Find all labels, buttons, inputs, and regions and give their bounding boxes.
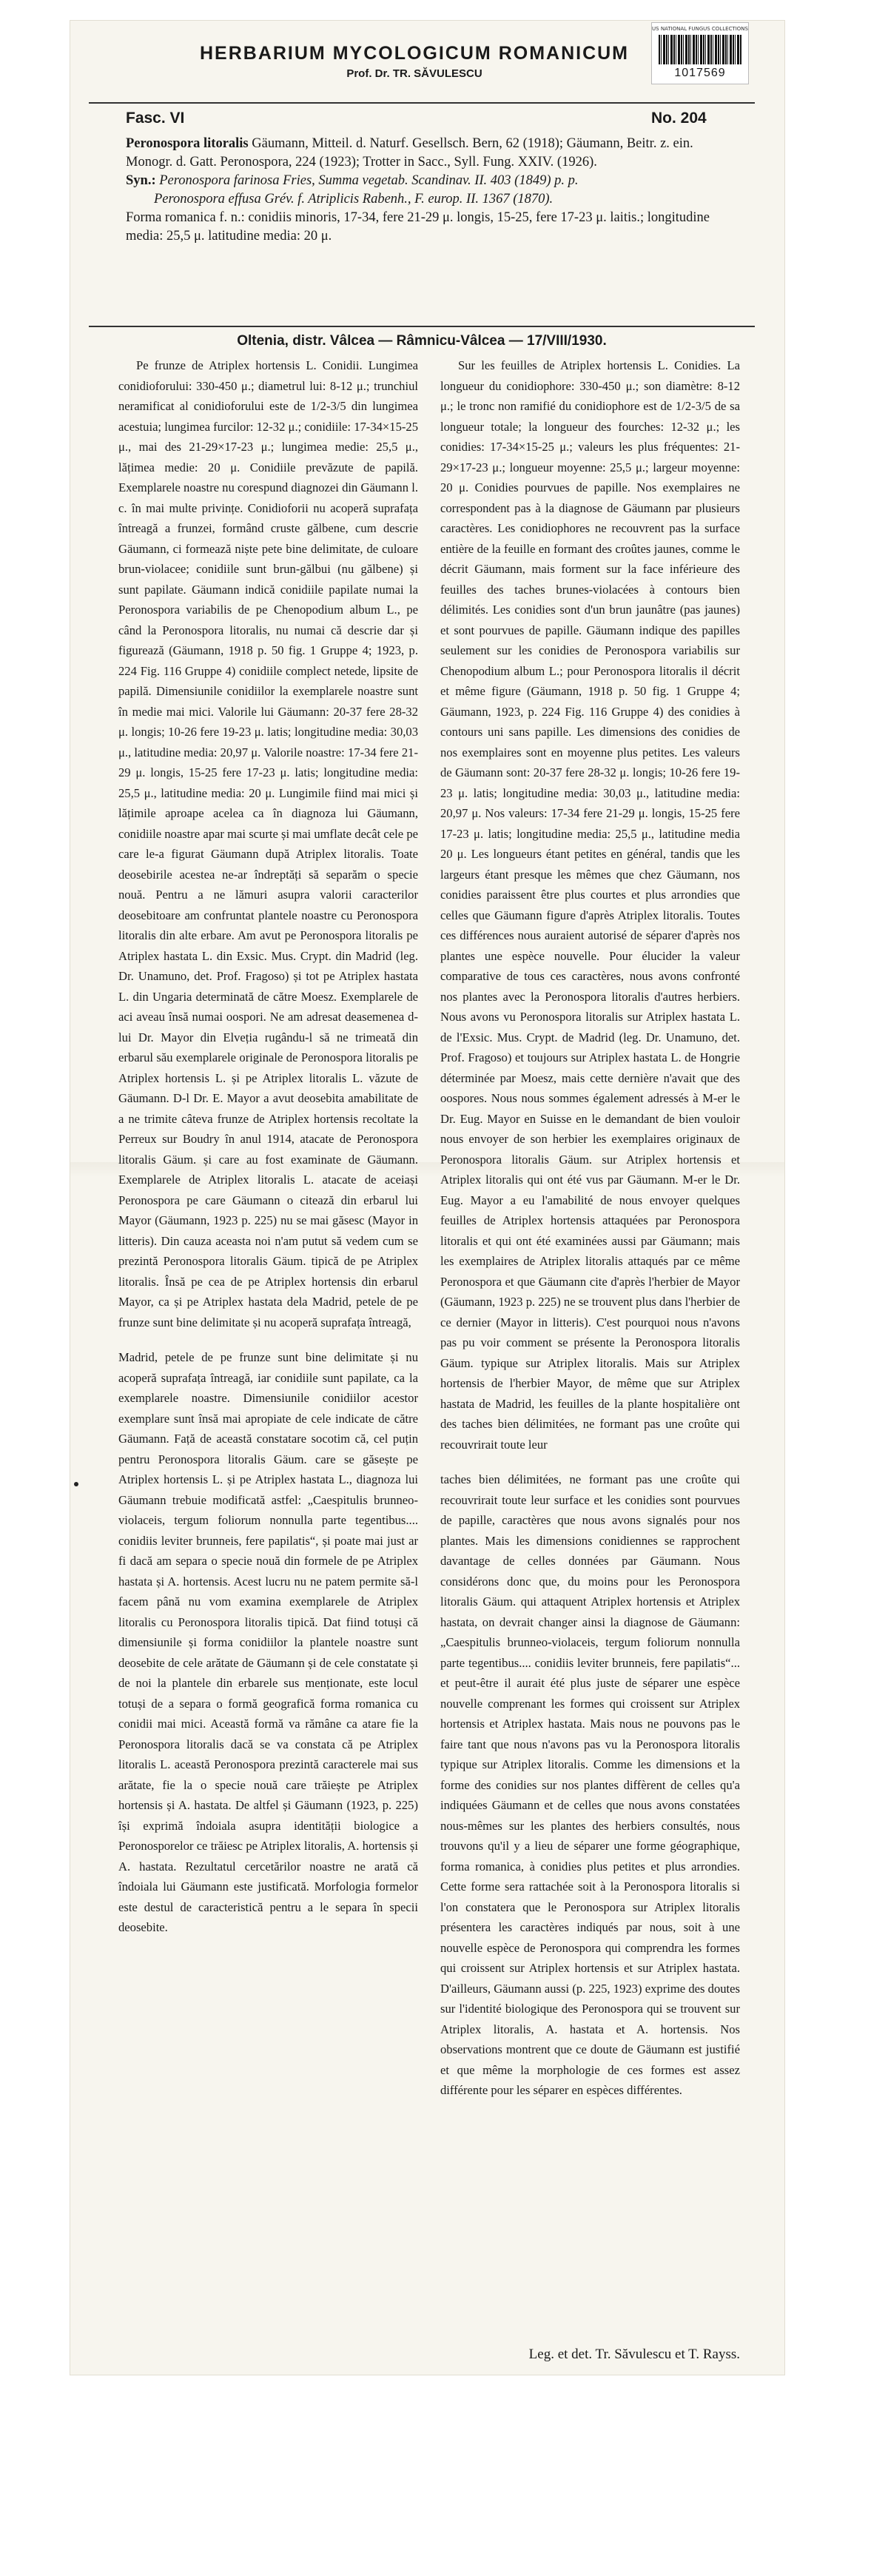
species-citation: Gäumann, Mitteil. d. Naturf. Gesellsch. Bern, 62 (1918); Gäumann, Beitr. z. ein. Monogr. d. Gatt. Peronospora, 224 (1923); Trotter in Sacc., Syll. Fung. XXIV. (1926). — [126, 136, 693, 170]
label-header — [89, 43, 740, 80]
synonym-line-1 — [126, 172, 733, 190]
forma-line — [126, 209, 733, 246]
herbarium-editor: Prof. Dr. TR. SĂVULESCU — [346, 67, 482, 80]
synonym-2: Peronospora effusa Grév. f. Atriplicis Rabenh., F. europ. II. 1367 (1870). — [154, 192, 554, 207]
french-paragraph: Sur les feuilles de Atriplex hortensis L. Conidies. La longueur du conidiophore: 330-450 μ.; son diamètre: 8-12 μ.; le tronc non ramifié du conidiophore est de 1/2-3/5 de sa longueur totale; la longueur des fourches: 12-32 μ.; les conidies: 17-34×15-25 μ.; valeurs les plus fréquentes: 21-29×17-23 μ.; longueur moyenne: 25,5 μ.; largeur moyenne: 20 μ. Conidies pourvues de papille. Nos exemplaires ne correspondent pas à la diagnose de Gäumann par plusieurs caractères. Les conidiophores ne recouvrent pas la surface entière de la feuille en formant des croûtes jaunes, comme le décrit Gäumann, mais forment sur la face inférieure des feuilles des taches brunes-violacées à contours bien délimités. Les conidies sont d'un brun jaunâtre (pas jaunes) et sont pourvues de papille. Gäumann indique des papilles seulement sur les conidies de Peronospora variabilis sur Chenopodium album L.; pour Peronospora litoralis il décrit et même figure (Gäumann, 1918 p. 50 fig. 1 Gruppe 4; Gäumann, 1923, p. 224 Fig. 116 Gruppe 4) des conidies à contours uni sans papille. Les dimensions des conidies de nos exemplaires sont en moyenne plus petites. Les valeurs de Gäumann sont: 20-37 fere 28-32 μ. longis; 10-26 fere 19-23 μ. latis; longitudine media: 30,03 μ., latitudine media: 20,97 μ. Nos valeurs: 17-34 fere 21-29 μ. longis, 15-25 fere 17-23 μ. latis; longitudine media: 25,5 μ., latitudine media 20 μ. Les longueurs étant petites en général, tandis que les largeurs étant presque les mêmes que chez Gäumann, nos conidies paraissent être plus courtes et plus arrondies que celles que Gäumann figure d'après Atriplex litoralis. Toutes ces différences nous auraient autorisé de séparer d'après nos plantes une espèce nouvelle. Pour élucider la valeur comparative de tous ces caractères, nous avons confronté nos plantes avec la Peronospora litoralis d'autres herbiers. Nous avons vu Peronospora litoralis sur Atriplex hastata L. de l'Exsic. Mus. Crypt. de Madrid (leg. Dr. Unamuno, det. Prof. Fragoso) et toujours sur Atriplex hastata L. de Hongrie déterminée par Moesz, mais cette dernière n'avait que des oospores. Nous nous sommes également adressés à M-er le Dr. Eug. Mayor en Suisse en le demandant de bien vouloir nous envoyer de son herbier les exemplaires originaux de Peronospora litoralis Gäum. sur Atriplex hortensis et Atriplex litoralis qui ont été vus par Gäumann. M-er le Dr. Eug. Mayor a eu l'amabilité de nous envoyer quelques feuilles de Atriplex hortensis attaquées par Peronospora litoralis et qui ont été examinées aussi par Gäumann; mais les exemplaires de Atriplex litoralis attaqués par ce même Peronospora et que Gäumann cite d'après l'herbier de Mayor (Gäumann, 1923 p. 225) ne se trouvent plus dans l'herbier de ce dernier (Mayor in litteris). C'est pourquoi nous n'avons pas pu voir comment se présente la Peronospora litoralis Gäum. typique sur Atriplex litoralis. Mais sur Atriplex hortensis de l'herbier Mayor, de même que sur Atriplex hastata de Madrid, les feuilles de la plante hospitalière ont des taches bien délimitées, ne formant pas une croûte qui recouvrirait toute leur — [440, 358, 740, 1452]
species-line — [126, 135, 733, 172]
species-name: Peronospora litoralis — [126, 136, 249, 151]
collector-line: Leg. et det. Tr. Săvulescu et T. Rayss. — [528, 2347, 740, 2362]
french-column — [440, 355, 740, 2101]
romanian-paragraph: Pe frunze de Atriplex hortensis L. Conidii. Lungimea conidioforului: 330-450 μ.; diametrul lui: 8-12 μ.; trunchiul neramificat al conidioforului este de 1/2-3/5 din lungimea acestuia; lungimea furcilor: 12-32 μ.; conidiile: 17-34×15-25 μ., mai des 21-29×17-23 μ.; lungimea medie: 25,5 μ., lățimea medie: 20 μ. Conidiile prevăzute de papilă. Exemplarele noastre nu corespund diagnozei din Gäumann l. c. în mai multe privințe. Conidioforii nu acoperă suprafața întreagă a frunzei, formând cruste gălbene, cum descrie Gäumann, ci formează niște pete bine delimitate, de culoare brun-violacee; conidiile sunt brun-gălbui (nu gălbene) și sunt papilate. Gäumann indică conidiile papilate numai la Peronospora variabilis de pe Chenopodium album L., pe când la Peronospora litoralis, nu numai că descrie dar și figurează (Gäumann, 1918 p. 50 fig. 1 Gruppe 4; 1923, p. 224 Fig. 116 Gruppe 4) conidiile complect netede, lipsite de papilă. Dimensiunile conidiilor la exemplarele noastre sunt în medie mai mici. Valorile lui Gäumann: 20-37 fere 28-32 μ. longis; 10-26 fere 19-23 μ. latis; longitudine media: 30,03 μ., latitudine media: 20,97 μ. Valorile noastre: 17-34 fere 21-29 μ. longis, 15-25 fere 17-23 μ. latis; longitudine media: 25,5 μ., latitudine media: 20 μ. Lungimile fiind mai mici și lățimile aproape aceleа ca în diagnoza lui Gäumann, conidiile noastre apar mai scurte și mai umflate decât cele pe care le-a figurat Gäumann după Atriplex litoralis. Toate deosebirile acestea ne-ar îndreptăți să separăm o specie nouă. Pentru a ne lămuri asupra valorii caracterilor deosebitoare am confruntat plantele noastre cu Peronospora litoralis din alte erbare. Am avut pe Peronospora litoralis pe Atriplex hastata L. din Exsic. Mus. Crypt. din Madrid (leg. Dr. Unamuno, det. Prof. Fragoso) și tot pe Atriplex hastata L. din Ungaria determinată de către Moesz. Exemplarele de aci aveau însă numai oospori. Ne am adresat deasemenea d-lui Dr. Mayor din Elveția rugându-l să ne trimeată din erbarul său exemplarele originale de Peronospora litoralis pe Atriplex hortensis L. și pe Atriplex litoralis L. văzute de Gäumann. D-l Dr. E. Mayor a avut deosebita amabilitate de a ne trimite câteva frunze de Atriplex hortensis recoltate la Perreux sur Boudry în anul 1914, atacate de Peronospora litoralis Gäum. și care au fost examinate de Gäumann. Exemplarele de Atriplex litoralis L. atacate de aceiași Peronospora pe care Gäumann o citează din erbarul lui Mayor (Gäumann, 1923 p. 225) nu se mai găsesc (Mayor in litteris). Din cauza aceasta noi n'am putut să vedem cum se prezintă Peronospora litoralis Gäum. tipică de pe Atriplex litoralis. Însă pe cea de pe Atriplex hortensis din erbarul Mayor, ca și pe Atriplex hastata dela Madrid, petele de pe frunze sunt bine delimitate și nu acoperă suprafața întreagă, — [118, 358, 418, 1329]
forma-text: Forma romanica f. n.: conidiis minoris, 17-34, fere 21-29 μ. longis, 15-25, fere 17-23 μ. laitis.; longitudine media: 25,5 μ. latitudine media: 20 μ. — [126, 210, 710, 244]
romanian-column — [118, 355, 418, 1938]
french-paragraph-continued: taches bien délimitées, ne formant pas une croûte qui recouvrirait toute leur surface et les conidies sont pourvues de papille, caractères que nous avons signalés pour nos plantes. Mais les dimensions conidiennes se rapprochent davantage de celles données par Gäumann. Nous considérons donc que, du moins pour les Peronospora litoralis Gäum. qui attaquent Atriplex hortensis et Atriplex hastata, on devrait changer ainsi la diagnose de Gäumann: „Caespitulis brunneo-violaceis, tergum foliorum nonnulla parte tegentibus.... conidiis leviter brunneis, fere papilatis“... et peut-être il aurait été plus juste de séparer une espèce nouvelle comprenant les formes qui croissent sur Atriplex hortensis et Atriplex hastata. Mais nous ne pouvons pas le faire tant que nous n'avons pas vu la Peronospora litoralis typique sur Atriplex litoralis. Comme les dimensions et la forme des conidies sur nos plantes diffèrent de celles qu'a indiquées Gäumann et de celles que nous avons constatées nous-mêmes sur les plantes des herbiers consultés, nous trouvons qu'il y a lieu de séparer une forme géographique, forma romanica, à conidies plus petites et plus arrondies. Cette forme sera rattachée soit à la Peronospora litoralis si l'on constatera que le Peronospora sur Atriplex litoralis présentera les caractères indiqués par nous, soit à une nouvelle espèce de Peronospora qui comprendra les formes qui croissent sur Atriplex hortensis et sur Atriplex hastata. D'ailleurs, Gäumann aussi (p. 225, 1923) exprime des doutes sur l'identité biologique des Peronospora qui se trouvent sur Atriplex litoralis, A. hastata et A. hortensis. Nos observations montrent que ce doute de Gäumann est justifié et que même la morphologie de ces formes est assez différente pour les séparer en espèces différentes. — [440, 1472, 740, 2097]
romanian-paragraph-continued: Madrid, petele de pe frunze sunt bine delimitate și nu acoperă suprafața întreagă, iar conidiile sunt papilate, ca la exemplarele noastre. Dimensiunile conidiilor acestor exemplare sunt însă mai apropiate de cele indicate de către Gäumann. Față de această constatare socotim că, cel puțin pentru Peronospora litoralis Gäum. care se găsește pe Atriplex hortensis L. și pe Atriplex hastata L., diagnoza lui Gäumann trebuie modificată astfel: „Caespitulis brunneo-violaceis, tergum foliorum nonnulla parte tegentibus.... conidiis leviter brunneis, fere papilatis“, și poate mai just ar fi dacă am separa o specie nouă din formele de pe Atriplex hastata și A. hortensis. Acest lucru nu ne patem permite să-l facem până nu vom examina exemplarele de Atriplex litoralis cu Peronospora litoralis tipică. Dat fiind totuși că dimensiunile și forma conidiilor la plantele noastre sunt deosebite de cele arătate de Gäumann și de cele constatate și de noi la plantele din erbarele sus menționate, este locul totuși de a separa o formă geografică forma romanica cu conidii mai mici. Această formă va rămâne ca atare fie la Peronospora litoralis dacă se va constata că pe Atriplex litoralis L. această Peronospora prezintă caracterele mai sus arătate, fie la o specie nouă care trăiește pe Atriplex hortensis și A. hastata. De altfel și Gäumann (1923, p. 225) își exprimă îndoiala asupra identității biologice a Peronosporelor ce trăiesc pe Atriplex litoralis, A. hortensis și A. hastata. Rezultatul cercetărilor noastre ne arată că îndoiala lui Gäumann este justificată. Morfologia formelor este destul de caracteristică pentru a le separa în specii deosebite. — [118, 1350, 418, 1934]
synonym-1: Peronospora farinosa Fries, Summa vegetab. Scandinav. II. 403 (1849) p. p. — [159, 173, 579, 188]
fascicle: Fasc. VI — [126, 110, 185, 127]
herbarium-title: HERBARIUM MYCOLOGICUM ROMANICUM — [199, 43, 630, 64]
barcode-number: 1017569 — [674, 67, 726, 79]
species-block — [126, 135, 733, 246]
species-rule — [89, 326, 755, 327]
margin-dot — [74, 1482, 78, 1486]
locality: Oltenia, distr. Vâlcea — Râmnicu-Vâlcea — 17/VIII/1930. — [237, 333, 607, 349]
header-rule — [89, 102, 755, 104]
barcode-institution: US NATIONAL FUNGUS COLLECTIONS — [652, 26, 748, 32]
synonym-line-2 — [126, 190, 733, 209]
synonym-label: Syn.: — [126, 173, 156, 188]
specimen-number: No. 204 — [651, 110, 707, 127]
